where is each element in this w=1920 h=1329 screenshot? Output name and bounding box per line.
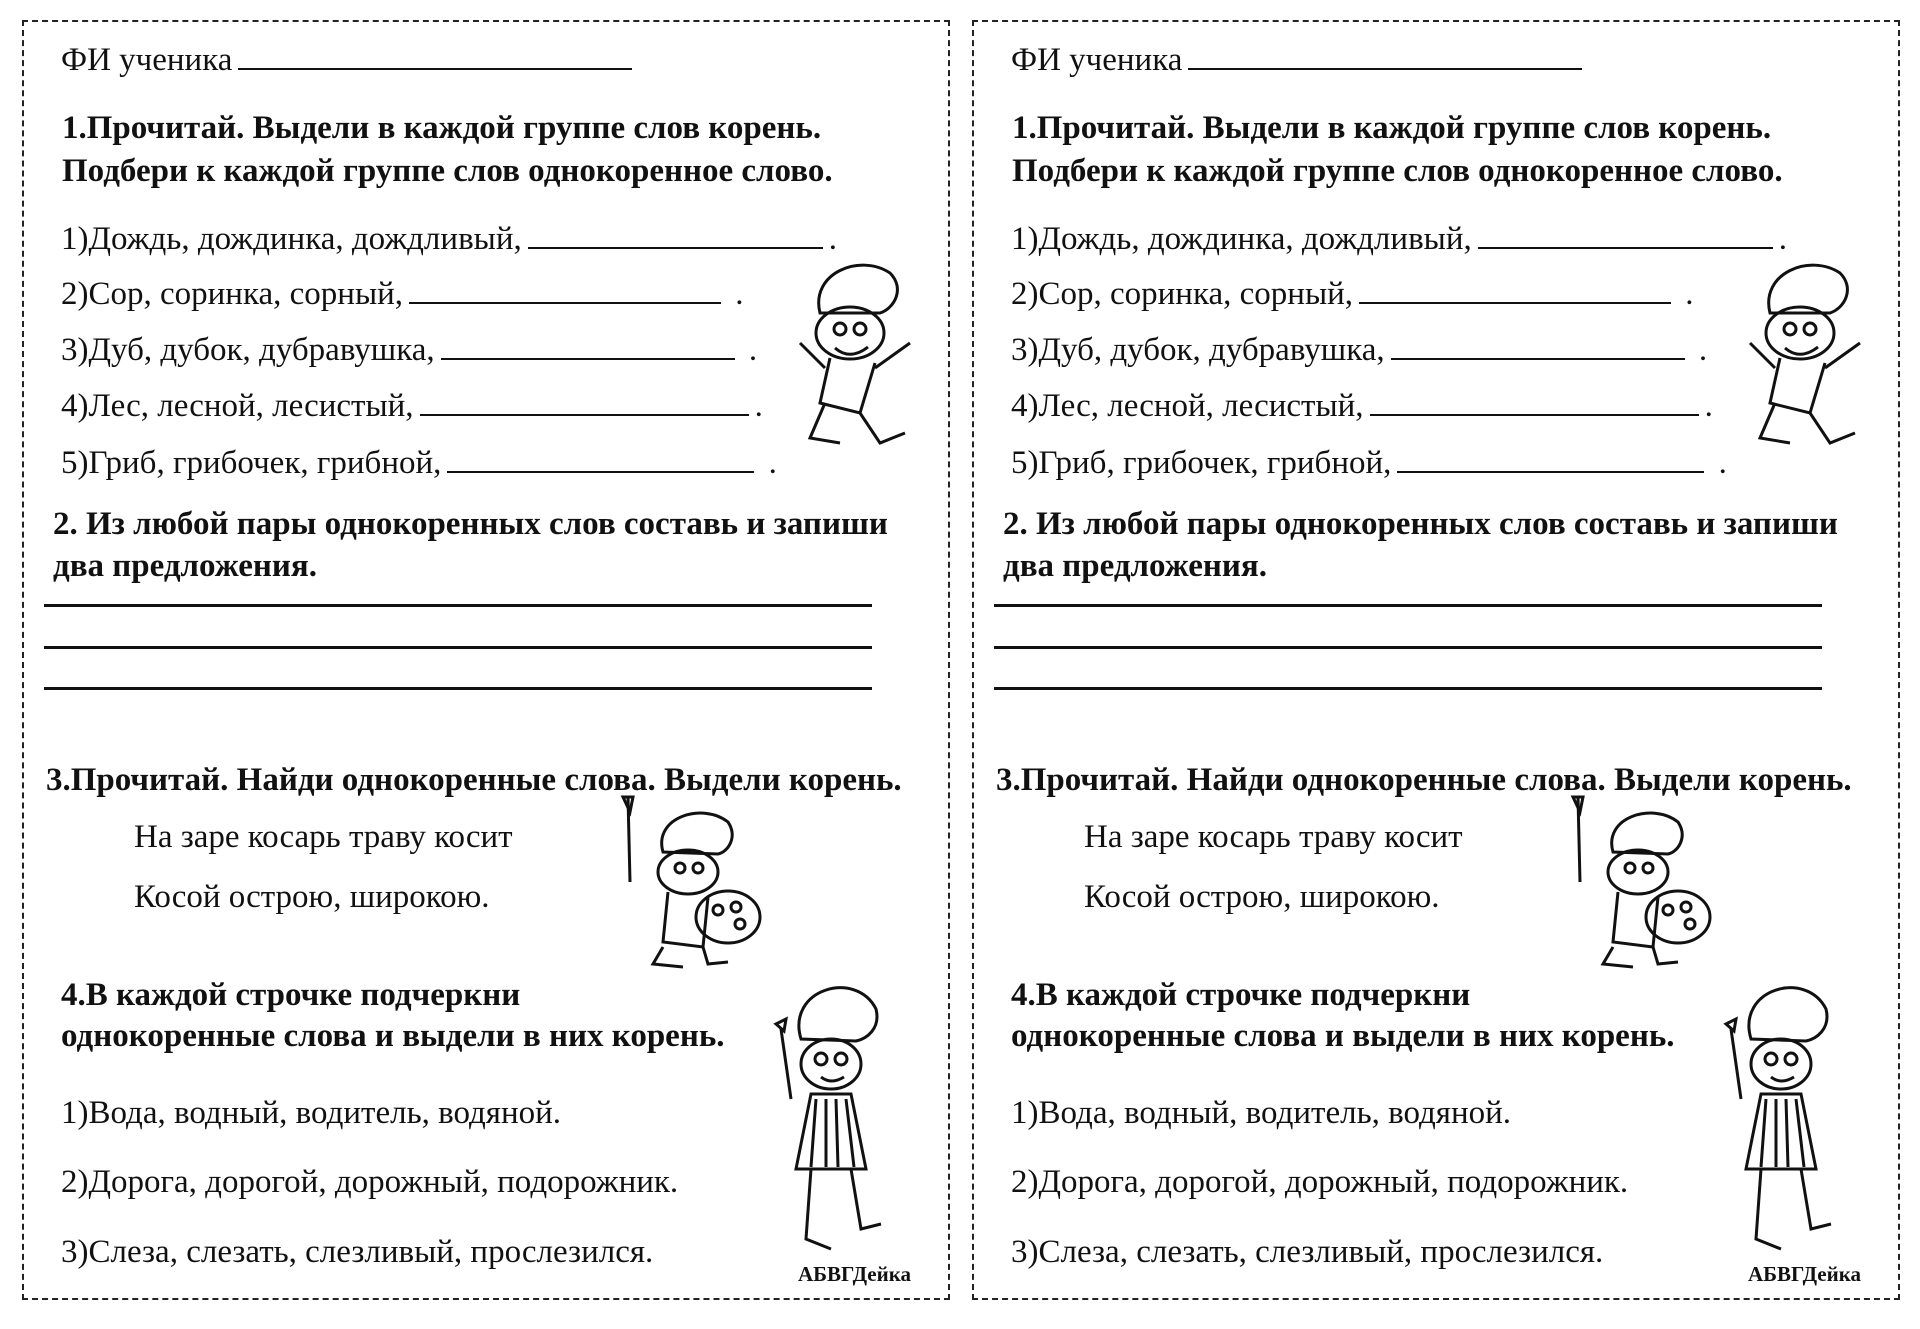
answer-line[interactable]	[44, 646, 872, 649]
smurf-illustration	[1730, 253, 1890, 449]
task2-heading-line1: 2. Из любой пары однокоренных слов составь и запиши	[1003, 506, 1838, 542]
task2-heading-line1: 2. Из любой пары однокоренных слов составь и запиши	[53, 506, 888, 542]
answer-line[interactable]	[994, 604, 1822, 607]
task1-item: 3)Дуб, дубок, дубравушка, .	[1011, 328, 1707, 370]
brand-label: АБВГДейка	[1748, 1262, 1861, 1286]
task4-heading-line1: 4.В каждой строчке подчеркни	[1011, 977, 1471, 1013]
task2-heading-line2: два предложения.	[1003, 548, 1267, 584]
task4-item: 2)Дорога, дорогой, дорожный, подорожник.	[1011, 1164, 1629, 1200]
student-name-label: ФИ ученика	[61, 42, 233, 78]
task1-item: 4)Лес, лесной, лесистый, .	[1011, 384, 1713, 426]
answer-blank[interactable]	[441, 328, 735, 360]
poem-line: На заре косарь траву косит	[1084, 819, 1463, 855]
task1-item: 2)Сор, соринка, сорный, .	[61, 272, 744, 314]
answer-blank[interactable]	[1391, 328, 1685, 360]
task2-heading-line2: два предложения.	[53, 548, 317, 584]
task3-heading: 3.Прочитай. Найди однокоренные слова. Выдели корень.	[46, 762, 902, 798]
task1-item: 5)Гриб, грибочек, грибной, .	[61, 441, 777, 483]
task4-item: 1)Вода, водный, водитель, водяной.	[1011, 1095, 1512, 1131]
answer-blank[interactable]	[1478, 217, 1773, 249]
answer-line[interactable]	[994, 687, 1822, 690]
answer-blank[interactable]	[447, 441, 754, 473]
student-name-field[interactable]	[238, 38, 632, 70]
task1-item: 1)Дождь, дождинка, дождливый, .	[1011, 217, 1787, 259]
smurfette-illustration	[766, 969, 896, 1257]
task3-heading: 3.Прочитай. Найди однокоренные слова. Выдели корень.	[996, 762, 1852, 798]
answer-line[interactable]	[44, 687, 872, 690]
painter-smurf-illustration	[1558, 792, 1718, 969]
task1-item: 2)Сор, соринка, сорный, .	[1011, 272, 1694, 314]
brand-label: АБВГДейка	[798, 1262, 911, 1286]
task4-heading-line2: однокоренные слова и выдели в них корень.	[1011, 1018, 1675, 1054]
worksheet-card	[972, 20, 1900, 1300]
painter-smurf-illustration	[608, 792, 768, 969]
answer-blank[interactable]	[1370, 384, 1699, 416]
student-name-field[interactable]	[1188, 38, 1582, 70]
answer-line[interactable]	[994, 646, 1822, 649]
smurfette-illustration	[1716, 969, 1846, 1257]
task1-heading-line1: 1.Прочитай. Выдели в каждой группе слов корень.	[62, 110, 822, 146]
task1-item: 1)Дождь, дождинка, дождливый, .	[61, 217, 837, 259]
student-name-row	[61, 38, 638, 80]
task1-item: 3)Дуб, дубок, дубравушка, .	[61, 328, 757, 370]
poem-line: Косой острою, широкою.	[1084, 879, 1440, 915]
poem-line: Косой острою, широкою.	[134, 879, 490, 915]
student-name-label: ФИ ученика	[1011, 42, 1183, 78]
worksheet-card	[22, 20, 950, 1300]
task4-item: 1)Вода, водный, водитель, водяной.	[61, 1095, 562, 1131]
answer-blank[interactable]	[409, 272, 721, 304]
task4-heading-line1: 4.В каждой строчке подчеркни	[61, 977, 521, 1013]
task1-heading-line2: Подбери к каждой группе слов однокоренное слово.	[1012, 153, 1783, 189]
poem-line: На заре косарь траву косит	[134, 819, 513, 855]
task1-heading-line2: Подбери к каждой группе слов однокоренное слово.	[62, 153, 833, 189]
answer-blank[interactable]	[528, 217, 823, 249]
answer-blank[interactable]	[1359, 272, 1671, 304]
task1-item: 4)Лес, лесной, лесистый, .	[61, 384, 763, 426]
task1-item: 5)Гриб, грибочек, грибной, .	[1011, 441, 1727, 483]
answer-blank[interactable]	[420, 384, 749, 416]
answer-blank[interactable]	[1397, 441, 1704, 473]
task1-heading-line1: 1.Прочитай. Выдели в каждой группе слов корень.	[1012, 110, 1772, 146]
task4-item: 3)Слеза, слезать, слезливый, прослезился.	[1011, 1234, 1604, 1270]
smurf-illustration	[780, 253, 940, 449]
student-name-row	[1011, 38, 1588, 80]
answer-line[interactable]	[44, 604, 872, 607]
task4-item: 3)Слеза, слезать, слезливый, прослезился.	[61, 1234, 654, 1270]
task4-heading-line2: однокоренные слова и выдели в них корень.	[61, 1018, 725, 1054]
task4-item: 2)Дорога, дорогой, дорожный, подорожник.	[61, 1164, 679, 1200]
